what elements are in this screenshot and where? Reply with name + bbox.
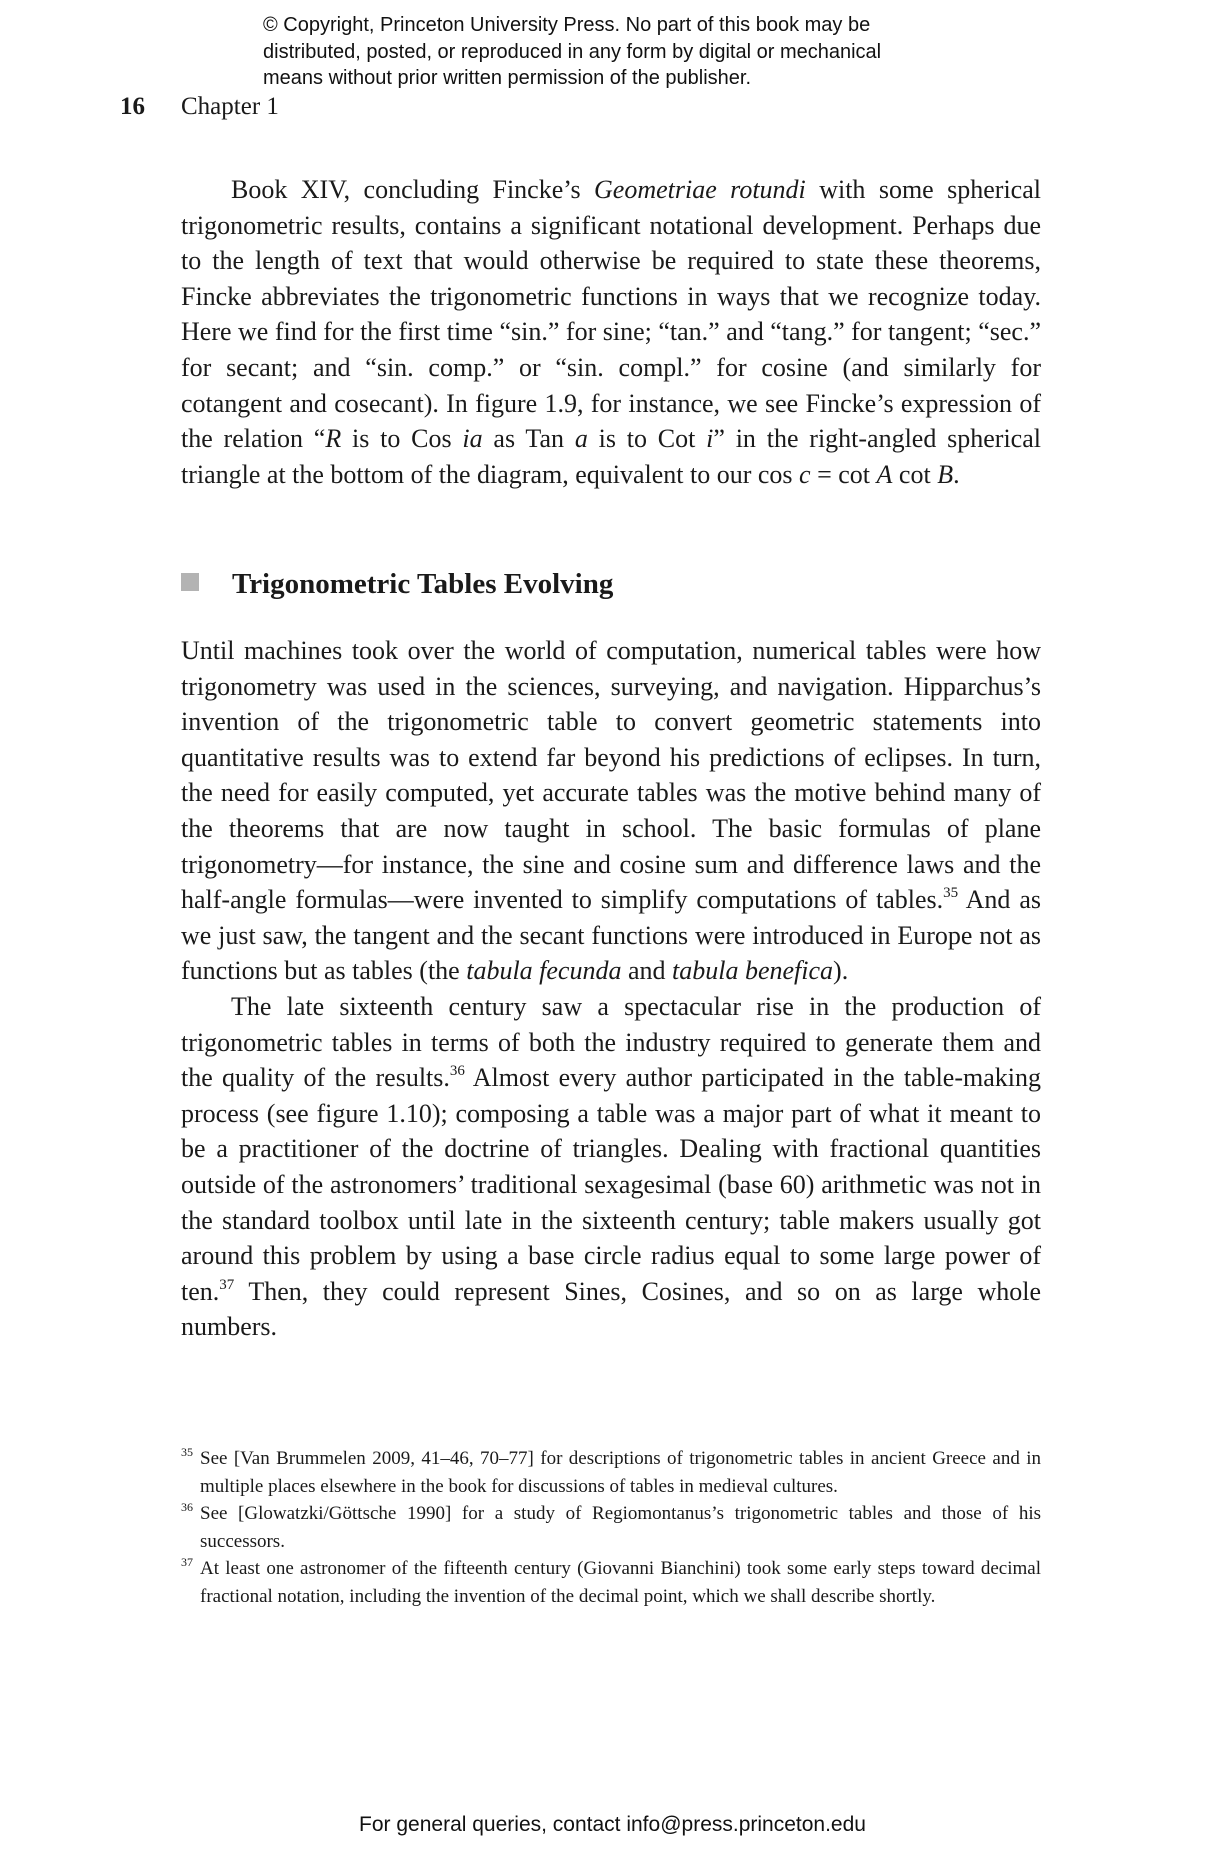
text-run: cot — [892, 459, 938, 489]
text-run: ” in the right-angled spherical triangle at the bottom of the diagram, equivalent to our cos — [181, 424, 1041, 489]
text-run: and — [621, 956, 673, 986]
text-run: = cot — [810, 459, 877, 489]
text-run: Then, they could represent Sines, Cosines, and so on as large whole numbers. — [181, 1276, 1041, 1342]
text-run: with some spherical trigonometric results, contains a significant notational development. Perhaps due to the length of text that would otherwise be required to state these theorems, Fincke abbreviates the trigonometric functions in ways that we recognize today. Here we find for the first time “sin.” for sine; “tan.” and “tang.” for tangent; “sec.” for secant; and “sin. comp.” or “sin. compl.” for cosine (and similarly for cotangent and cosecant). In figure 1.9, for instance, we see Fincke’s expression of the relation “ — [181, 175, 1041, 454]
contact-line: For general queries, contact info@press.princeton.edu — [359, 1813, 866, 1836]
section-marker-square — [181, 573, 199, 591]
text-run: And as we just saw, the tangent and the secant functions were introduced in Europe not as functions but as tables (the — [181, 885, 1041, 986]
paragraph-late-sixteenth — [181, 989, 1041, 1345]
latin-term: tabula benefica — [672, 956, 834, 986]
footnote-36: $^{36}$ See [Glowatzki/Göttsche 1990] for a study of Regiomontanus’s trigonometric tables and those of his successors. — [181, 1500, 1041, 1552]
footnotes — [181, 1445, 1041, 1610]
footnote-reference[interactable]: 36 — [449, 1063, 465, 1080]
running-head — [120, 92, 279, 122]
section-heading — [181, 566, 1041, 602]
text-run: is to Cos — [341, 424, 463, 454]
math-variable: ia — [462, 424, 483, 454]
latin-term: tabula fecunda — [466, 956, 622, 986]
math-variable: R — [325, 424, 342, 454]
text-run: The late sixteenth century saw a spectacular rise in the production of trigonometric tables in terms of both the industry required to generate them and the quality of the results. — [181, 991, 1041, 1093]
math-variable: B — [937, 459, 954, 489]
text-run: Until machines took over the world of computation, numerical tables were how trigonometry was used in the sciences, surveying, and navigation. Hipparchus’s invention of the trigonometric table to convert geometric statements into quantitative results was to extend far beyond his predictions of eclipses. In turn, the need for easily computed, yet accurate tables was the motive behind many of the theorems that are now taught in school. The basic formulas of plane trigonometry—for instance, the sine and cosine sum and difference laws and the half-angle formulas—were invented to simplify computations of tables. — [181, 636, 1041, 915]
footnote-reference[interactable]: 35 — [943, 885, 959, 902]
body-text-bottom — [181, 633, 1041, 1345]
footnote-37: $^{37}$ At least one astronomer of the fifteenth century (Giovanni Bianchini) took some early steps toward decimal fractional notation, including the invention of the decimal point, which we shall describe shortly. — [181, 1555, 1041, 1607]
copyright-line-1: © Copyright, Princeton University Press. No part of this book may be — [263, 14, 871, 36]
paragraph-machines — [181, 633, 1041, 989]
footnote-text: See [Glowatzki/Göttsche 1990] for a study of Regiomontanus’s trigonometric tables and those of his successors. — [200, 1503, 1041, 1552]
book-title: Geometriae rotundi — [594, 175, 806, 204]
page-number: 16 — [120, 93, 145, 120]
text-run: ). — [833, 956, 849, 986]
copyright-notice — [263, 12, 1023, 92]
text-run: Almost every author participated in the table-making process (see figure 1.10); composing a table was a major part of what it meant to be a practitioner of the doctrine of triangles. Dealing with fractional quantities outside of the astronomers’ traditional sexagesimal (base 60) arithmetic was not in the standard toolbox until late in the sixteenth century; table makers usually got around this problem by using a base circle radius equal to some large power of ten. — [181, 1063, 1041, 1306]
text-run: Book XIV, concluding Fincke’s — [231, 175, 595, 204]
math-variable: a — [574, 424, 588, 454]
footnote-text: See [Van Brummelen 2009, 41–46, 70–77] for descriptions of trigonometric tables in ancient Greece and in multiple places elsewhere in the book for discussions of tables in medieval cultures. — [200, 1448, 1041, 1497]
chapter-label: Chapter 1 — [181, 93, 279, 120]
text-run: as Tan — [482, 424, 575, 454]
copyright-line-2: distributed, posted, or reproduced in any form by digital or mechanical — [263, 40, 882, 63]
section-heading-text: Trigonometric Tables Evolving — [232, 568, 614, 600]
footnote-reference[interactable]: 37 — [219, 1276, 235, 1293]
math-variable: i — [706, 424, 714, 454]
paragraph-book-xiv — [181, 172, 1041, 492]
math-variable: c — [799, 459, 811, 489]
text-run: . — [953, 459, 960, 489]
footnote-35: $^{35}$ See [Van Brummelen 2009, 41–46, 70–77] for descriptions of trigonometric tables in ancient Greece and in multiple places elsewhere in the book for discussions of tables in medieval cultures. — [181, 1445, 1041, 1497]
text-run: is to Cot — [587, 424, 707, 454]
copyright-line-3: means without prior written permission of the publisher. — [263, 67, 752, 89]
body-text-top — [181, 172, 1041, 492]
footnote-text: At least one astronomer of the fifteenth century (Giovanni Bianchini) took some early steps toward decimal fractional notation, including the invention of the decimal point, which we shall describe shortly. — [200, 1558, 1041, 1607]
math-variable: A — [876, 459, 893, 489]
